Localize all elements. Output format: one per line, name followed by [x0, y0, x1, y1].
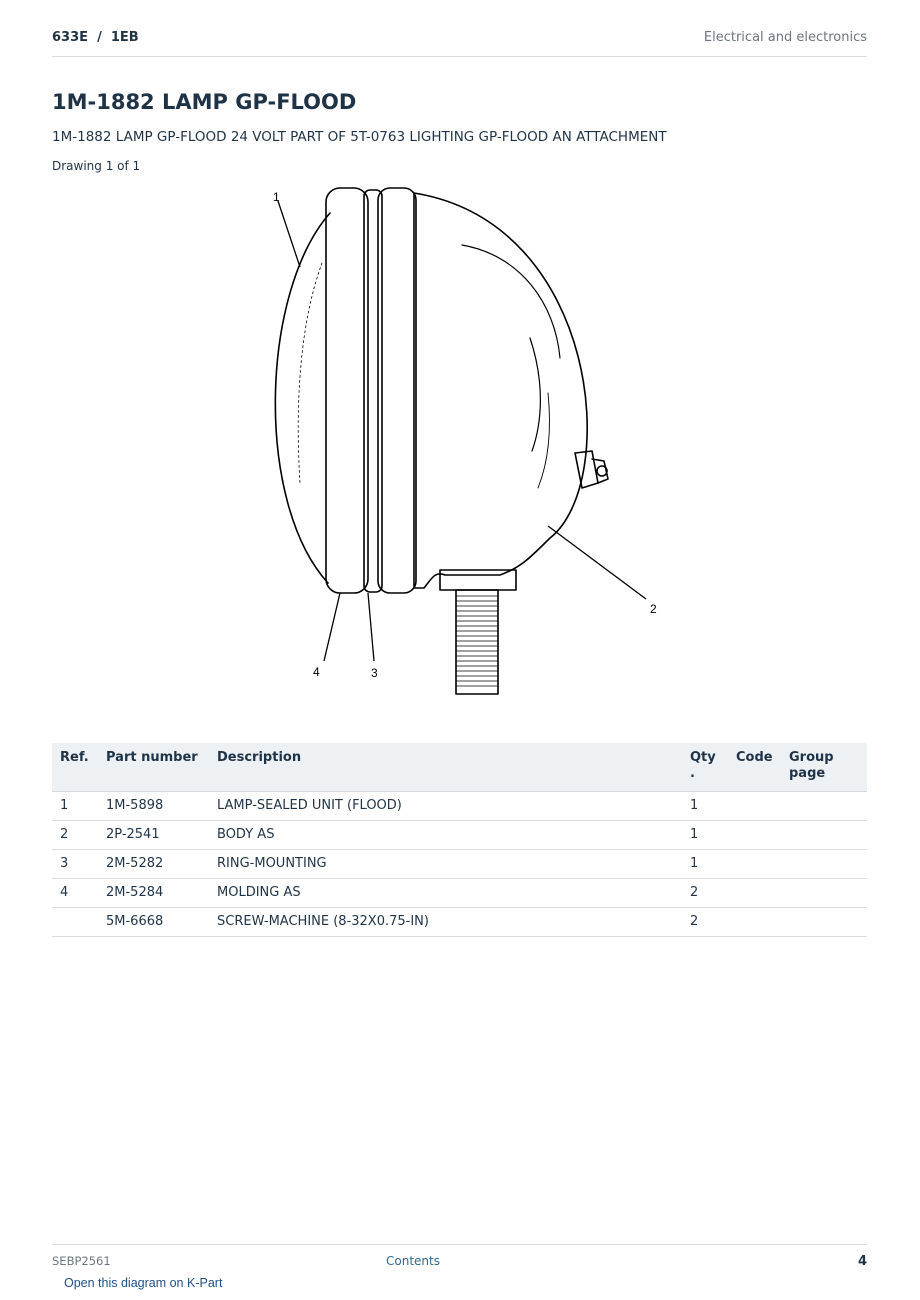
part-subtitle: 1M-1882 LAMP GP-FLOOD 24 VOLT PART OF 5T-0763 LIGHTING GP-FLOOD AN ATTACHMENT	[52, 129, 667, 145]
parts-table	[52, 743, 867, 937]
col-code: Code	[728, 743, 781, 792]
row-part-number: 2M-5284	[98, 879, 209, 908]
page-footer	[52, 1244, 867, 1275]
kpart-link[interactable]: Open this diagram on K-Part	[64, 1276, 223, 1290]
table-row	[52, 879, 867, 908]
row-description: LAMP-SEALED UNIT (FLOOD)	[209, 792, 682, 821]
row-qty: 1	[682, 821, 728, 850]
row-code	[728, 908, 781, 937]
row-qty: 2	[682, 908, 728, 937]
row-part-number: 5M-6668	[98, 908, 209, 937]
col-ref: Ref.	[52, 743, 98, 792]
table-row	[52, 821, 867, 850]
row-qty: 1	[682, 792, 728, 821]
row-ref	[52, 908, 98, 937]
row-description: BODY AS	[209, 821, 682, 850]
model-breadcrumb: 633E / 1EB	[52, 30, 139, 45]
row-qty: 1	[682, 850, 728, 879]
row-ref: 4	[52, 879, 98, 908]
table-row	[52, 908, 867, 937]
lamp-illustration	[200, 183, 720, 703]
row-ref: 1	[52, 792, 98, 821]
page-header	[52, 24, 867, 57]
row-group-page	[781, 908, 867, 937]
row-ref: 3	[52, 850, 98, 879]
row-code	[728, 821, 781, 850]
row-part-number: 1M-5898	[98, 792, 209, 821]
col-qty: Qty .	[682, 743, 728, 792]
row-code	[728, 879, 781, 908]
drawing-count: Drawing 1 of 1	[52, 159, 141, 173]
table-header-row	[52, 743, 867, 792]
lamp-drawing	[200, 183, 720, 703]
callout-1[interactable]: 1	[273, 190, 280, 204]
contents-link[interactable]: Contents	[386, 1254, 440, 1268]
row-group-page	[781, 850, 867, 879]
document-id: SEBP2561	[52, 1254, 111, 1268]
row-group-page	[781, 879, 867, 908]
row-group-page	[781, 792, 867, 821]
row-part-number: 2P-2541	[98, 821, 209, 850]
row-ref: 2	[52, 821, 98, 850]
row-description: SCREW-MACHINE (8-32X0.75-IN)	[209, 908, 682, 937]
page-number: 4	[857, 1254, 867, 1269]
col-description: Description	[209, 743, 682, 792]
callout-2[interactable]: 2	[650, 602, 657, 616]
table-row	[52, 850, 867, 879]
row-description: RING-MOUNTING	[209, 850, 682, 879]
row-code	[728, 792, 781, 821]
page-title: 1M-1882 LAMP GP-FLOOD	[52, 90, 357, 114]
col-part-number: Part number	[98, 743, 209, 792]
callout-3[interactable]: 3	[371, 666, 378, 680]
table-row	[52, 792, 867, 821]
col-group-page: Group page	[781, 743, 867, 792]
row-part-number: 2M-5282	[98, 850, 209, 879]
row-group-page	[781, 821, 867, 850]
section-title: Electrical and electronics	[703, 30, 867, 45]
row-description: MOLDING AS	[209, 879, 682, 908]
row-code	[728, 850, 781, 879]
row-qty: 2	[682, 879, 728, 908]
callout-4[interactable]: 4	[313, 665, 320, 679]
